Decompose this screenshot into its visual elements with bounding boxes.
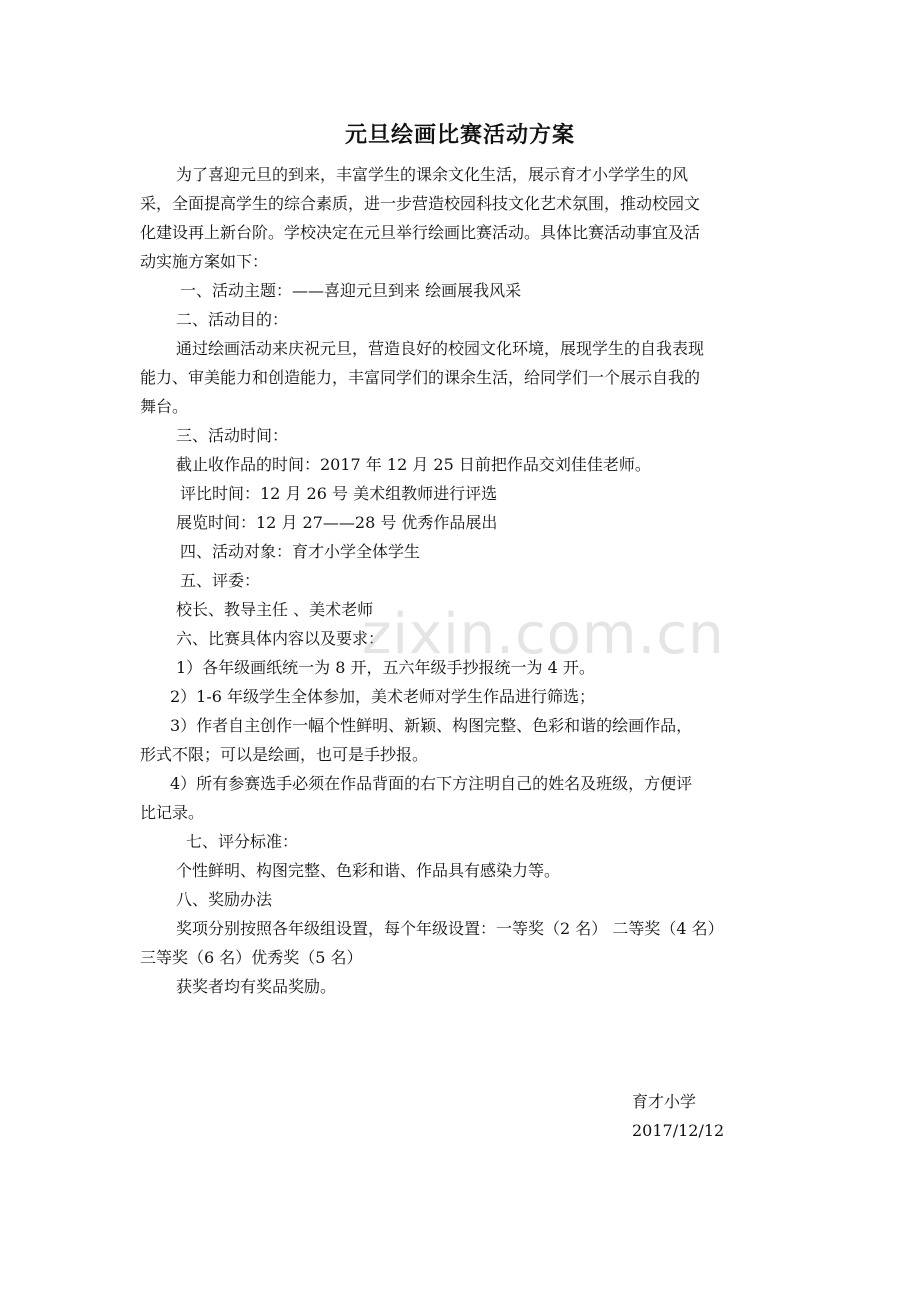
watermark: zixin.com.cn <box>362 602 725 667</box>
section-heading-participants: 四、活动对象：育才小学全体学生 <box>180 542 421 561</box>
paragraph-line: 通过绘画活动来庆祝元旦，营造良好的校园文化环境，展现学生的自我表现 <box>176 339 705 358</box>
awards-note: 获奖者均有奖品奖励。 <box>176 977 337 996</box>
section-heading-awards: 八、奖励办法 <box>176 890 273 909</box>
section-heading-time: 三、活动时间： <box>176 426 289 445</box>
requirement-item: 2）1-6 年级学生全体参加，美术老师对学生作品进行筛选； <box>170 687 596 706</box>
requirement-item: 1）各年级画纸统一为 8 开，五六年级手抄报统一为 4 开。 <box>176 658 595 677</box>
paragraph-line: 采，全面提高学生的综合素质，进一步营造校园科技文化艺术氛围，推动校园文 <box>140 194 701 213</box>
judging-time-line: 评比时间：12 月 26 号 美术组教师进行评选 <box>180 484 498 503</box>
section-heading-theme: 一、活动主题：——喜迎元旦到来 绘画展我风采 <box>180 281 522 300</box>
signature-school: 育才小学 <box>632 1092 697 1111</box>
section-heading-scoring: 七、评分标准： <box>186 832 299 851</box>
section-heading-purpose: 二、活动目的： <box>176 310 289 329</box>
section-heading-judges: 五、评委： <box>180 571 261 590</box>
requirement-item-continued: 形式不限；可以是绘画，也可是手抄报。 <box>140 745 429 764</box>
scoring-line: 个性鲜明、构图完整、色彩和谐、作品具有感染力等。 <box>176 861 561 880</box>
deadline-line: 截止收作品的时间：2017 年 12 月 25 日前把作品交刘佳佳老师。 <box>176 455 651 474</box>
requirement-item-continued: 比记录。 <box>140 803 205 822</box>
document-title: 元旦绘画比赛活动方案 <box>344 122 575 148</box>
signature-date: 2017/12/12 <box>632 1121 725 1140</box>
section-heading-requirements: 六、比赛具体内容以及要求： <box>176 629 385 648</box>
paragraph-line: 动实施方案如下： <box>140 252 269 271</box>
judges-line: 校长、教导主任 、美术老师 <box>176 600 374 619</box>
awards-line: 奖项分别按照各年级组设置，每个年级设置：一等奖（2 名） 二等奖（4 名） <box>176 919 724 938</box>
awards-line-continued: 三等奖（6 名）优秀奖（5 名） <box>140 948 363 967</box>
exhibition-time-line: 展览时间：12 月 27——28 号 优秀作品展出 <box>176 513 498 532</box>
requirement-item: 4）所有参赛选手必须在作品背面的右下方注明自己的姓名及班级，方便评 <box>170 774 693 793</box>
paragraph-line: 为了喜迎元旦的到来，丰富学生的课余文化生活，展示育才小学学生的风 <box>176 165 689 184</box>
requirement-item: 3）作者自主创作一幅个性鲜明、新颖、构图完整、色彩和谐的绘画作品， <box>170 716 693 735</box>
paragraph-line: 舞台。 <box>140 397 189 416</box>
paragraph-line: 化建设再上新台阶。学校决定在元旦举行绘画比赛活动。具体比赛活动事宜及活 <box>140 223 701 242</box>
paragraph-line: 能力、审美能力和创造能力，丰富同学们的课余生活，给同学们一个展示自我的 <box>140 368 701 387</box>
